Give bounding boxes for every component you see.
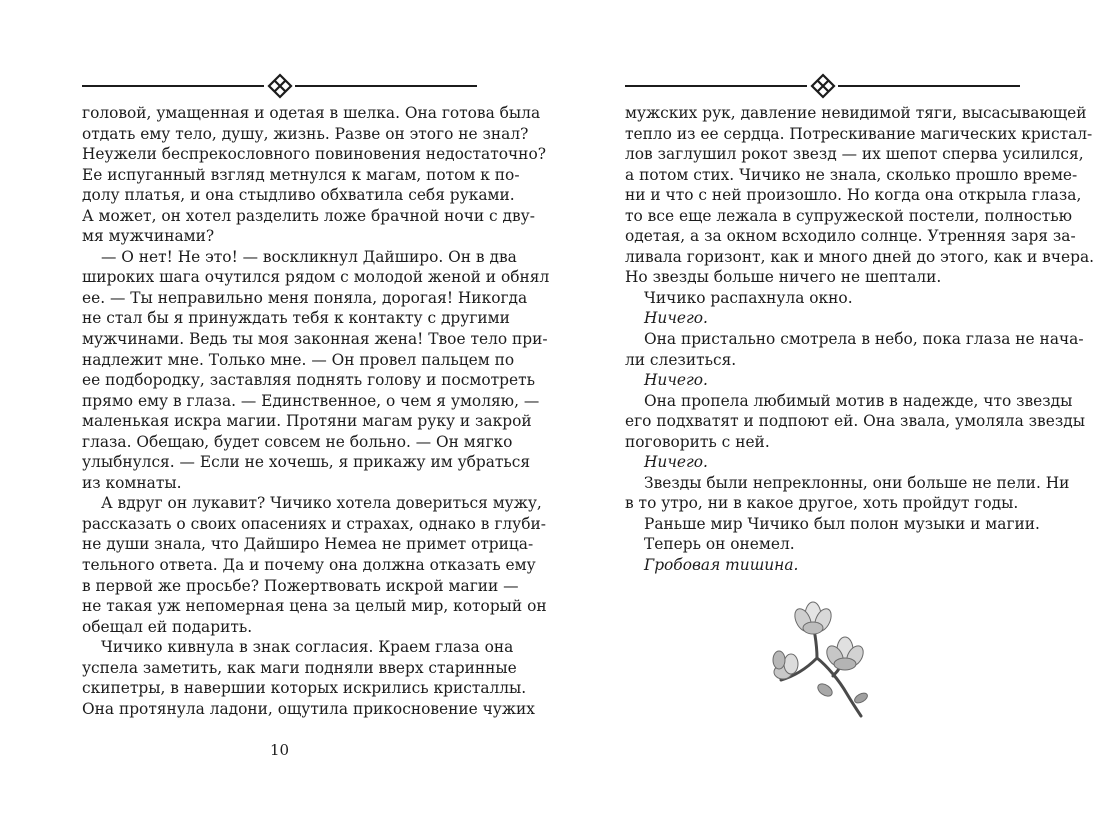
text-line: мужских рук, давление невидимой тяги, высасывающей [625, 104, 1087, 122]
text-line: не такая уж непомерная цена за целый мир, который он [82, 597, 547, 616]
text-line: надлежит мне. Только мне. — Он провел пальцем по [82, 350, 515, 369]
left-page-text [82, 103, 550, 719]
text-line: из комнаты. [82, 473, 182, 492]
text-line: Она пристально смотрела в небо, пока глаза не нача- [644, 330, 1084, 349]
text-line: Она протянула ладони, ощутила прикосновение чужих [82, 699, 535, 718]
text-line: Ничего. [644, 309, 708, 328]
text-line: не души знала, что Дайширо Немеа не примет отрица- [82, 535, 534, 554]
text-line: Ее испуганный взгляд метнулся к магам, потом к по- [82, 165, 520, 184]
text-line: ее. — Ты неправильно меня поняла, дорогая! Никогда [82, 288, 528, 307]
text-line: Чичико кивнула в знак согласия. Краем глаза она [101, 638, 514, 657]
page-number: 10 [269, 741, 290, 759]
text-line: прямо ему в глаза. — Единственное, о чем я умоляю, — [82, 391, 540, 410]
ornament-line [625, 85, 807, 87]
text-line: Ничего. [644, 453, 708, 472]
text-line: Ничего. [644, 371, 708, 390]
left-page [82, 0, 550, 825]
text-line: А может, он хотел разделить ложе брачной ночи с дву- [82, 206, 535, 225]
text-line: ее подбородку, заставляя поднять голову и посмотреть [82, 371, 535, 390]
text-line: успела заметить, как маги подняли вверх старинные [82, 658, 517, 677]
text-line: в то утро, ни в какое другое, хоть пройдут годы. [625, 494, 1019, 513]
text-line: одетая, а за окном всходило солнце. Утренняя заря за- [625, 227, 1076, 246]
text-line: ливала горизонт, как и много дней до этого, как и вчера. [625, 247, 1095, 266]
magnolia-branch-illustration [773, 598, 869, 720]
text-line: — О нет! Не это! — воскликнул Дайширо. Он в два [101, 247, 517, 266]
text-line: долу платья, и она стыдливо обхватила себя руками. [82, 186, 515, 205]
text-line: лов заглушил рокот звезд — их шепот сперва усилился, [625, 145, 1084, 164]
text-line: скипетры, в навершии которых искрились кристаллы. [82, 679, 527, 698]
text-line: его подхватят и подпоют ей. Она звала, умоляла звезды [625, 412, 1085, 431]
text-line: глаза. Обещаю, будет совсем не больно. — Он мягко [82, 432, 513, 451]
diamond-knot-icon [266, 73, 294, 99]
text-line: то все еще лежала в супружеской постели, полностью [625, 206, 1073, 225]
text-line: Неужели беспрекословного повиновения недостаточно? [82, 145, 546, 164]
text-line: не стал бы я принуждать тебя к контакту с другими [82, 309, 510, 328]
text-line: мужчинами. Ведь ты моя законная жена! Твое тело при- [82, 330, 548, 349]
text-line: ли слезиться. [625, 350, 737, 369]
text-line: а потом стих. Чичико не знала, сколько прошло време- [625, 165, 1078, 184]
text-line: А вдруг он лукавит? Чичико хотела довериться мужу, [101, 494, 542, 513]
ornament-line [838, 85, 1020, 87]
text-line: тепло из ее сердца. Потрескивание магических кристал- [625, 124, 1093, 143]
text-line: Гробовая тишина. [644, 556, 799, 575]
diamond-knot-icon [809, 73, 837, 99]
ornament-line [295, 85, 477, 87]
text-line: ни и что с ней произошло. Но когда она открыла глаза, [625, 186, 1082, 205]
header-ornament [82, 72, 477, 100]
text-line: Звезды были непреклонны, они больше не пели. Ни [644, 473, 1070, 492]
text-line: Чичико распахнула окно. [644, 288, 853, 307]
right-page-text [625, 103, 1095, 576]
text-line: улыбнулся. — Если не хочешь, я прикажу им убраться [82, 453, 531, 472]
text-line: мя мужчинами? [82, 227, 215, 246]
ornament-line [82, 85, 264, 87]
text-line: тельного ответа. Да и почему она должна отказать ему [82, 556, 536, 575]
text-line: поговорить с ней. [625, 432, 770, 451]
header-ornament [625, 72, 1020, 100]
text-line: обещал ей подарить. [82, 617, 253, 636]
text-line: Раньше мир Чичико был полон музыки и магии. [644, 514, 1040, 533]
text-line: Но звезды больше ничего не шептали. [625, 268, 942, 287]
right-page [625, 0, 1095, 825]
text-line: в первой же просьбе? Пожертвовать искрой магии — [82, 576, 519, 595]
text-line: головой, умащенная и одетая в шелка. Она готова была [82, 104, 541, 122]
text-line: широких шага очутился рядом с молодой женой и обнял [82, 268, 550, 287]
text-line: Теперь он онемел. [644, 535, 795, 554]
text-line: Она пропела любимый мотив в надежде, что звезды [644, 391, 1073, 410]
text-line: отдать ему тело, душу, жизнь. Разве он этого не знал? [82, 124, 529, 143]
text-line: рассказать о своих опасениях и страхах, однако в глуби- [82, 514, 546, 533]
text-line: маленькая искра магии. Протяни магам руку и закрой [82, 412, 532, 431]
